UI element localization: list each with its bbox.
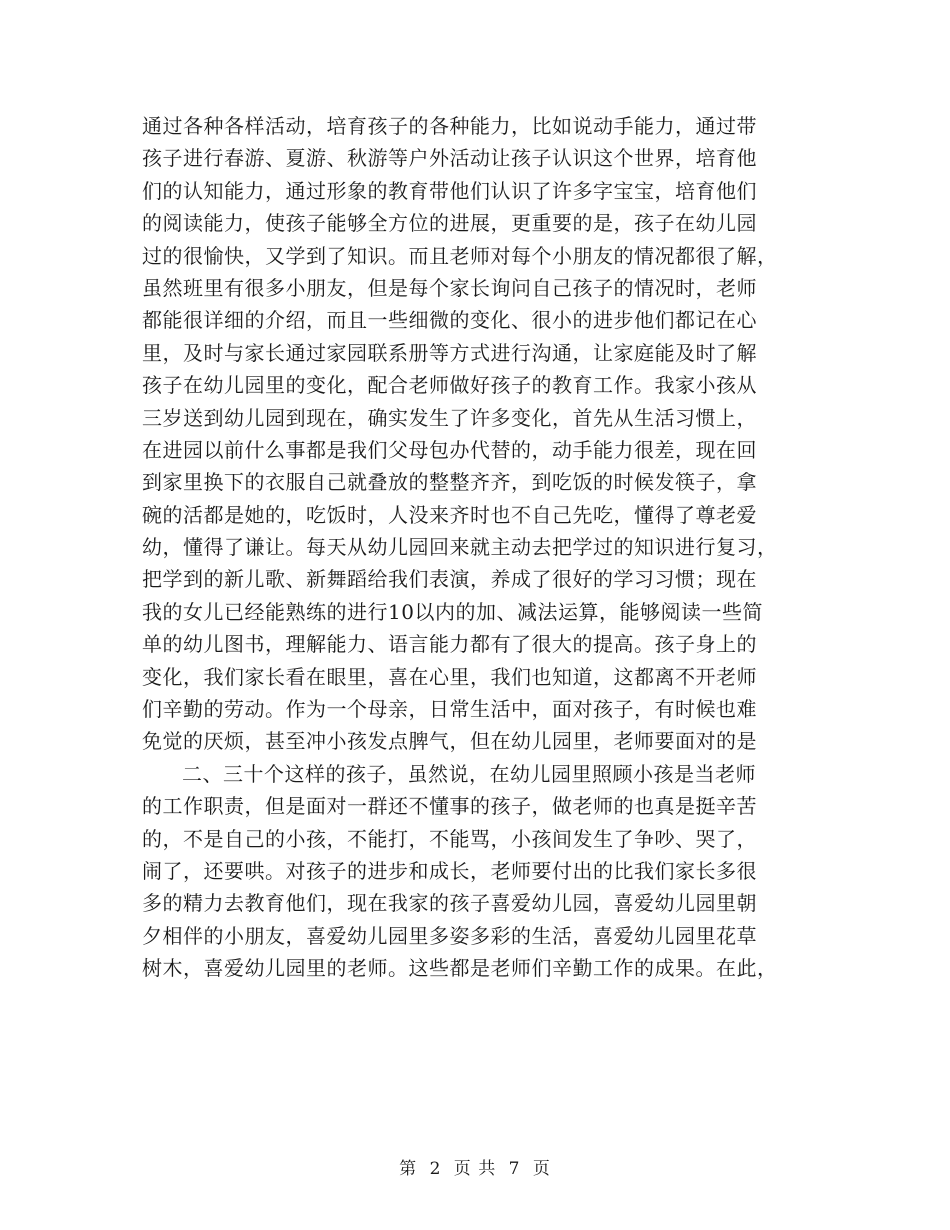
footer-prefix: 第 (399, 1159, 418, 1179)
text-line: 的阅读能力，使孩子能够全方位的进展，更重要的是，孩子在幼儿园 (142, 211, 757, 236)
text-line: 我的女儿已经能熟练的进行10以内的加、减法运算，能够阅读一些简 (142, 599, 763, 624)
text-line: 多的精力去教育他们，现在我家的孩子喜爱幼儿园，喜爱幼儿园里朝 (142, 891, 757, 916)
text-line: 夕相伴的小朋友，喜爱幼儿园里多姿多彩的生活，喜爱幼儿园里花草 (142, 923, 757, 948)
text-line: 虽然班里有很多小朋友，但是每个家长询问自己孩子的情况时，老师 (142, 275, 757, 300)
total-pages: 7 (508, 1159, 521, 1179)
text-line: 过的很愉快，又学到了知识。而且老师对每个小朋友的情况都很了解， (142, 243, 778, 268)
text-line: 单的幼儿图书，理解能力、语言能力都有了很大的提高。孩子身上的 (142, 632, 757, 657)
page-footer (0, 1154, 950, 1179)
text-line: 孩子进行春游、夏游、秋游等户外活动让孩子认识这个世界，培育他 (142, 146, 757, 171)
body-text (142, 110, 812, 985)
text-line: 把学到的新儿歌、新舞蹈给我们表演，养成了很好的学习习惯；现在 (142, 567, 757, 592)
text-line: 幼，懂得了谦让。每天从幼儿园回来就主动去把学过的知识进行复习， (142, 535, 778, 560)
text-line: 闹了，还要哄。对孩子的进步和成长，老师要付出的比我们家长多很 (142, 858, 757, 883)
text-line: 免觉的厌烦，甚至冲小孩发点脾气，但在幼儿园里，老师要面对的是 (142, 729, 757, 754)
text-line: 们辛勤的劳动。作为一个母亲，日常生活中，面对孩子，有时候也难 (142, 697, 757, 722)
text-line: 通过各种各样活动，培育孩子的各种能力，比如说动手能力，通过带 (142, 114, 757, 138)
text-line: 三岁送到幼儿园到现在，确实发生了许多变化，首先从生活习惯上， (142, 405, 757, 430)
footer-middle: 页 共 (453, 1159, 497, 1179)
text-line: 在进园以前什么事都是我们父母包办代替的，动手能力很差，现在回 (142, 437, 757, 462)
text-line: 的，不是自己的小孩，不能打，不能骂，小孩间发生了争吵、哭了， (142, 826, 757, 851)
text-line: 里，及时与家长通过家园联系册等方式进行沟通，让家庭能及时了解 (142, 340, 757, 365)
text-line: 到家里换下的衣服自己就叠放的整整齐齐，到吃饭的时候发筷子，拿 (142, 470, 757, 495)
text-line: 孩子在幼儿园里的变化，配合老师做好孩子的教育工作。我家小孩从 (142, 373, 757, 398)
text-line: 树木，喜爱幼儿园里的老师。这些都是老师们辛勤工作的成果。在此， (142, 956, 778, 981)
text-line: 都能很详细的介绍，而且一些细微的变化、很小的进步他们都记在心 (142, 308, 757, 333)
text-line: 们的认知能力，通过形象的教育带他们认识了许多字宝宝，培育他们 (142, 178, 757, 203)
text-line: 变化，我们家长看在眼里，喜在心里，我们也知道，这都离不开老师 (142, 664, 757, 689)
page-number: 2 (429, 1159, 442, 1179)
footer-suffix: 页 (532, 1159, 551, 1179)
text-line-indented: 二、三十个这样的孩子，虽然说，在幼儿园里照顾小孩是当老师 (182, 761, 756, 786)
text-line: 碗的活都是她的，吃饭时，人没来齐时也不自己先吃，懂得了尊老爱 (142, 502, 757, 527)
text-line: 的工作职责，但是面对一群还不懂事的孩子，做老师的也真是挺辛苦 (142, 794, 757, 819)
